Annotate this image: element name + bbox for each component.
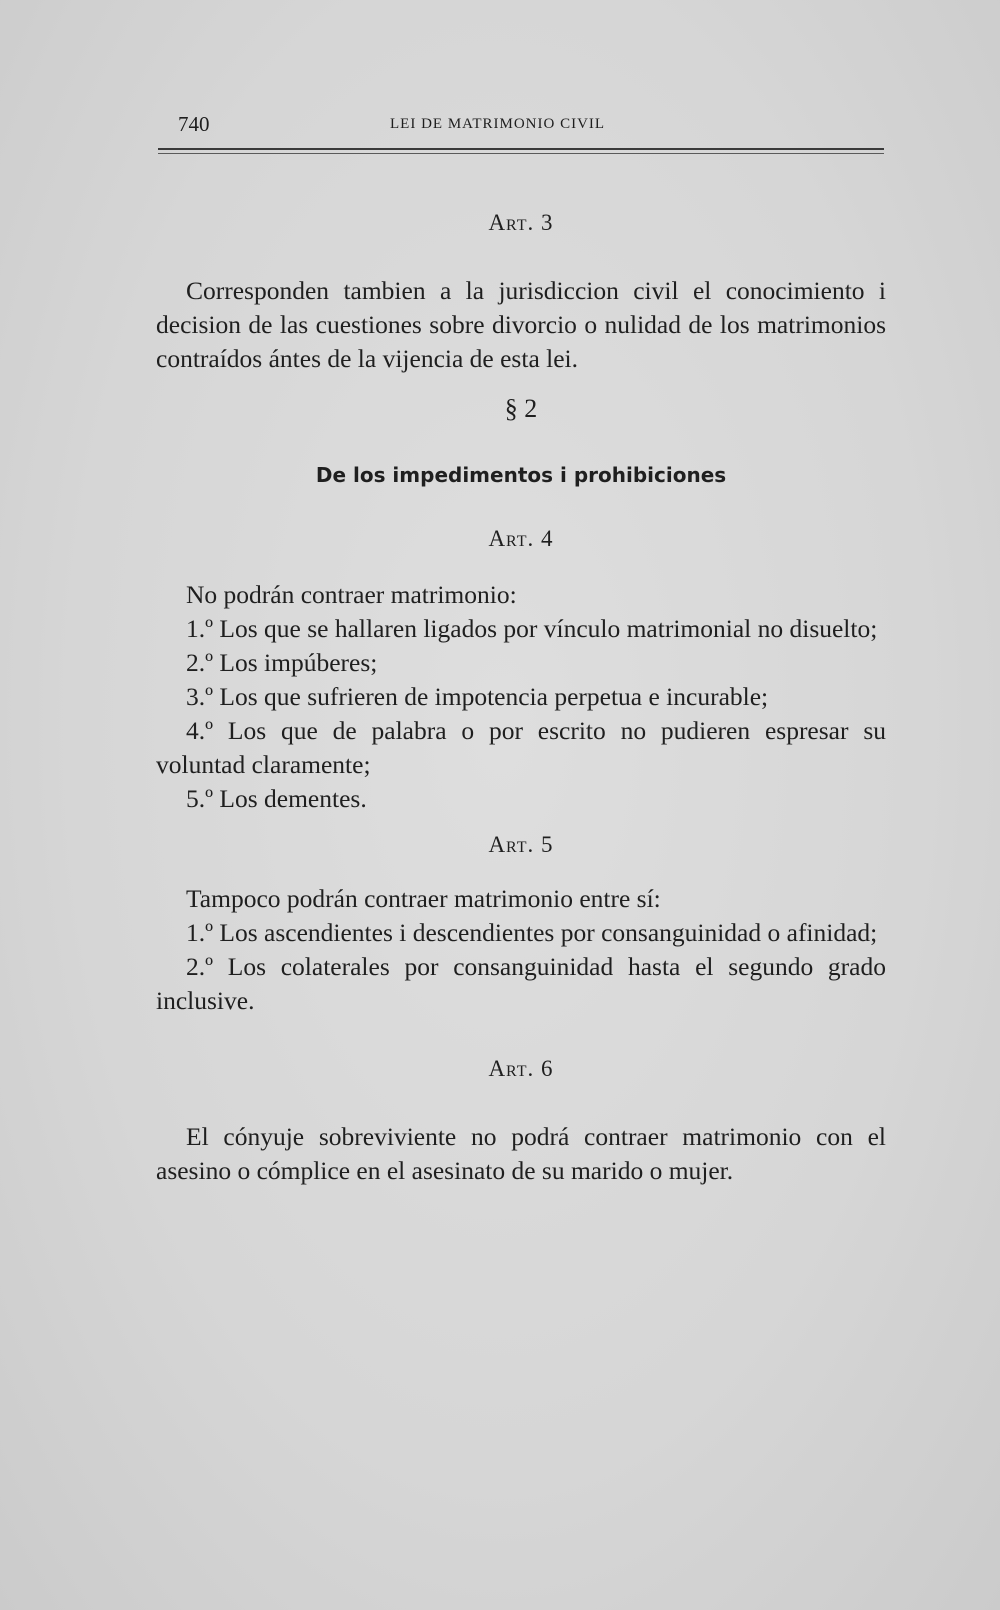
article-4-intro: No podrán contraer matrimonio: (186, 580, 517, 609)
article-5-item: 2.º Los colaterales por consanguinidad hasta el segundo grado inclusive. (156, 952, 886, 1015)
article-4-item: 3.º Los que sufrieren de impotencia perpetua e incurable; (186, 682, 769, 711)
article-4-item: 4.º Los que de palabra o por escrito no pudieren espresar su voluntad claramente; (156, 716, 886, 779)
article-4-item: 1.º Los que se hallaren ligados por vínculo matrimonial no disuelto; (186, 614, 878, 643)
page-header (158, 108, 884, 142)
article-3-text: Corresponden tambien a la jurisdiccion civil el conocimiento i decision de las cuestiones sobre divorcio o nulidad de los matrimonios contraídos ántes de la vijencia de esta lei. (156, 276, 886, 373)
article-5-title: Art. 5 (488, 832, 554, 857)
page-body (156, 200, 886, 1188)
article-4-title: Art. 4 (488, 526, 554, 551)
article-3-title: Art. 3 (488, 210, 554, 235)
page-number: 740 (178, 112, 210, 136)
section-heading: De los impedimentos i prohibiciones (315, 463, 727, 487)
article-6-title: Art. 6 (488, 1056, 554, 1081)
header-rule (158, 148, 884, 150)
header-rule-thin (158, 153, 884, 154)
article-5-intro: Tampoco podrán contraer matrimonio entre sí: (186, 884, 661, 913)
section-mark: § 2 (504, 394, 538, 423)
article-4-item: 5.º Los dementes. (186, 784, 367, 813)
article-5-item: 1.º Los ascendientes i descendientes por consanguinidad o afinidad; (186, 918, 878, 947)
article-4-item: 2.º Los impúberes; (186, 648, 378, 677)
running-head: LEI DE MATRIMONIO CIVIL (390, 116, 606, 132)
article-6-text: El cónyuje sobreviviente no podrá contraer matrimonio con el asesino o cómplice en el asesinato de su marido o mujer. (156, 1122, 886, 1185)
